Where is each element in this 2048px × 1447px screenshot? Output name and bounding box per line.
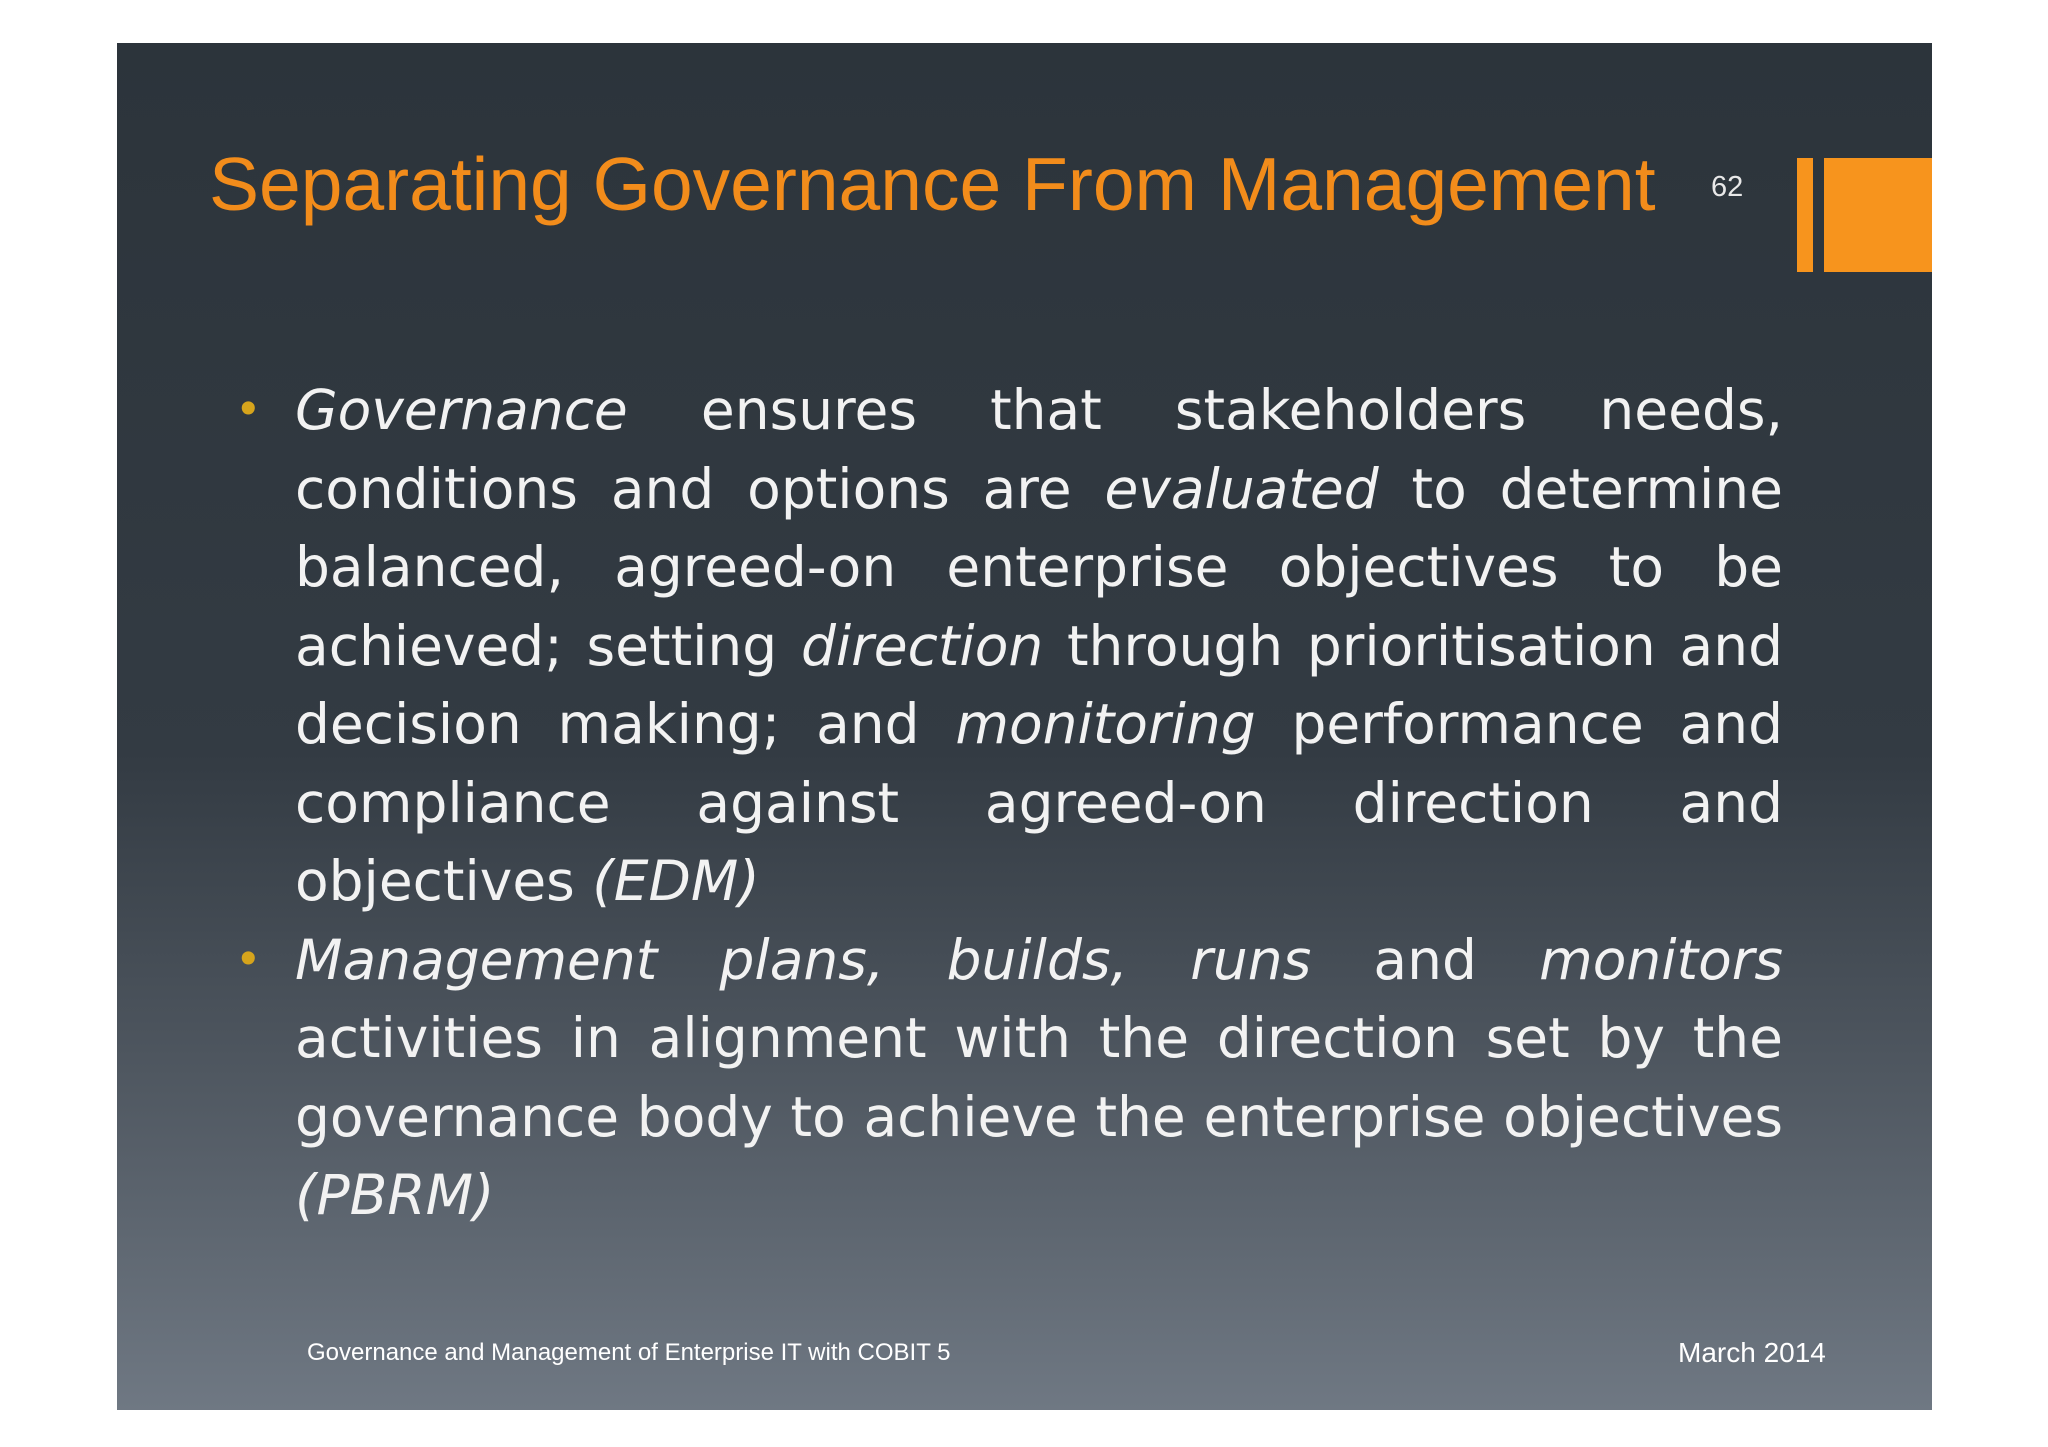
slide (117, 43, 1932, 1410)
bullet-dot-icon: • (235, 932, 262, 986)
text-segment: through prioritisation and decision making; and (295, 613, 1784, 756)
slide-title: Separating Governance From Management (209, 142, 1656, 226)
accent-bar-thin (1797, 158, 1813, 272)
text-segment: direction (800, 613, 1044, 678)
text-segment: (EDM) (592, 849, 760, 913)
bullet-list (235, 371, 1784, 1235)
accent-bar-block (1824, 158, 1932, 272)
text-segment: activities in alignment with the direction set by the governance body to achieve the enterprise objectives (295, 1006, 1783, 1149)
text-segment: monitors (1539, 927, 1783, 992)
text-segment: Management plans, builds, runs (295, 927, 1312, 992)
text-segment: (PBRM) (295, 1163, 495, 1227)
bullet-dot-icon: • (235, 383, 262, 436)
bullet-management (235, 921, 1783, 1235)
bullet-text (295, 928, 1783, 1228)
footer-title: Governance and Management of Enterprise IT with COBIT 5 (307, 1339, 951, 1366)
bullet-text (295, 378, 1783, 913)
text-segment: Governance (295, 378, 628, 442)
text-segment: ensures that stakeholders needs, conditions and options are (295, 378, 1783, 521)
text-segment: performance and compliance against agreed-on direction and objectives (295, 692, 1783, 913)
text-segment: evaluated (1104, 456, 1379, 521)
bullet-governance (235, 371, 1784, 921)
text-segment: and (1311, 927, 1540, 992)
footer-date: March 2014 (1678, 1337, 1826, 1368)
slide-number: 62 (1711, 171, 1744, 203)
text-segment: to determine balanced, agreed-on enterprise objectives to be achieved; setting (295, 456, 1783, 678)
text-segment: monitoring (955, 692, 1256, 756)
